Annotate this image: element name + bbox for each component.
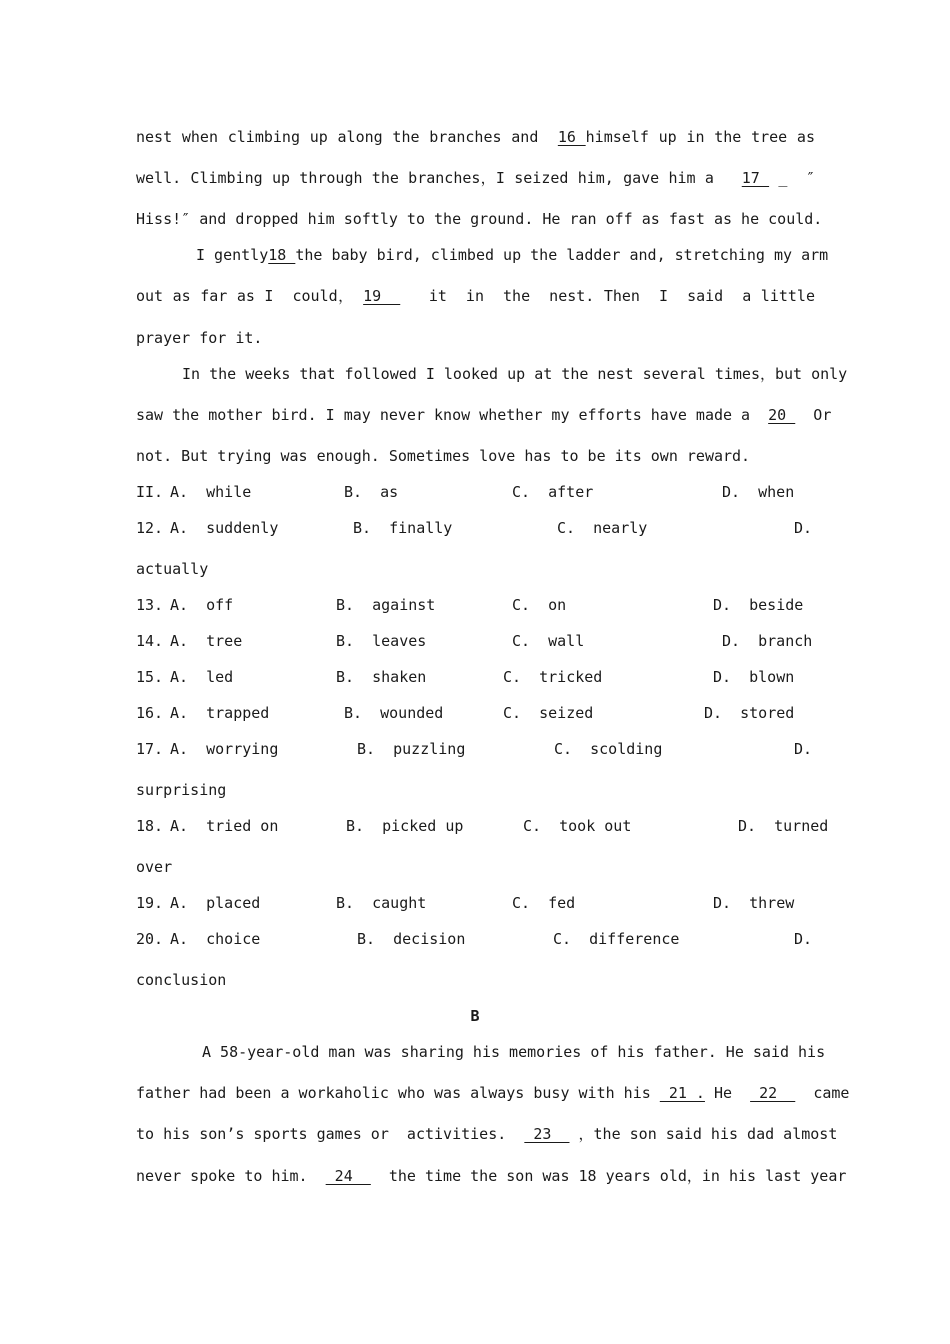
passage-a-line-9: not. But trying was enough. Sometimes love has to be its own reward. <box>136 447 751 465</box>
blank-19: 19 <box>363 287 401 305</box>
blank-23: 23 <box>524 1125 570 1143</box>
blank-21: 21 . <box>659 1084 705 1102</box>
section-b-title: B <box>470 1007 480 1025</box>
question-wrap: actually <box>136 560 209 578</box>
passage-a-line-3: Hiss!″ and dropped him softly to the ground. He ran off as fast as he could. <box>136 210 823 228</box>
question-row: 12. A. suddenly B. finally C. nearly D. <box>136 519 813 537</box>
passage-b-line-3: to his son’s sports games or activities. 23 ，the son said his dad almost <box>136 1125 838 1143</box>
question-row: 15. A. led B. shaken C. tricked D. blown <box>136 668 795 686</box>
question-row: II. A. while B. as C. after D. when <box>136 483 795 501</box>
passage-b-line-1: A 58-year-old man was sharing his memories of his father. He said his <box>202 1043 826 1061</box>
passage-a-line-5: out as far as I could， 19 it in the nest. Then I said a little <box>136 287 815 305</box>
blank-16: 16 <box>557 128 586 146</box>
passage-a-line-4: I gently18 the baby bird, climbed up the ladder and, stretching my arm <box>196 246 829 264</box>
question-row: 19. A. placed B. caught C. fed D. threw <box>136 894 795 912</box>
passage-a-line-7: In the weeks that followed I looked up at the nest several times，but only <box>182 365 848 383</box>
question-row: 13. A. off B. against C. on D. beside <box>136 596 804 614</box>
passage-a-line-1: nest when climbing up along the branches and 16 himself up in the tree as <box>136 128 815 146</box>
question-row: 16. A. trapped B. wounded C. seized D. stored <box>136 704 795 722</box>
question-wrap: surprising <box>136 781 227 799</box>
question-wrap: conclusion <box>136 971 227 989</box>
blank-24: 24 <box>325 1167 371 1185</box>
passage-b-line-4: never spoke to him. 24 the time the son was 18 years old，in his last year <box>136 1167 847 1185</box>
question-row: 14. A. tree B. leaves C. wall D. branch <box>136 632 813 650</box>
passage-a-line-2: well. Climbing up through the branches，I seized him, gave him a 17 _ ″ <box>136 169 815 187</box>
blank-18: 18 <box>268 246 296 264</box>
blank-20: 20 <box>768 406 796 424</box>
passage-a-line-8: saw the mother bird. I may never know whether my efforts have made a 20 Or <box>136 406 832 424</box>
question-row: 18. A. tried on B. picked up C. took out D. turned <box>136 817 829 835</box>
passage-b-line-2: father had been a workaholic who was always busy with his 21 . He 22 came <box>136 1084 850 1102</box>
passage-a-line-6: prayer for it. <box>136 329 263 347</box>
blank-17: 17 <box>741 169 770 187</box>
question-row: 20. A. choice B. decision C. difference D. <box>136 930 813 948</box>
blank-22: 22 <box>750 1084 796 1102</box>
question-wrap: over <box>136 858 173 876</box>
question-row: 17. A. worrying B. puzzling C. scolding D. <box>136 740 813 758</box>
